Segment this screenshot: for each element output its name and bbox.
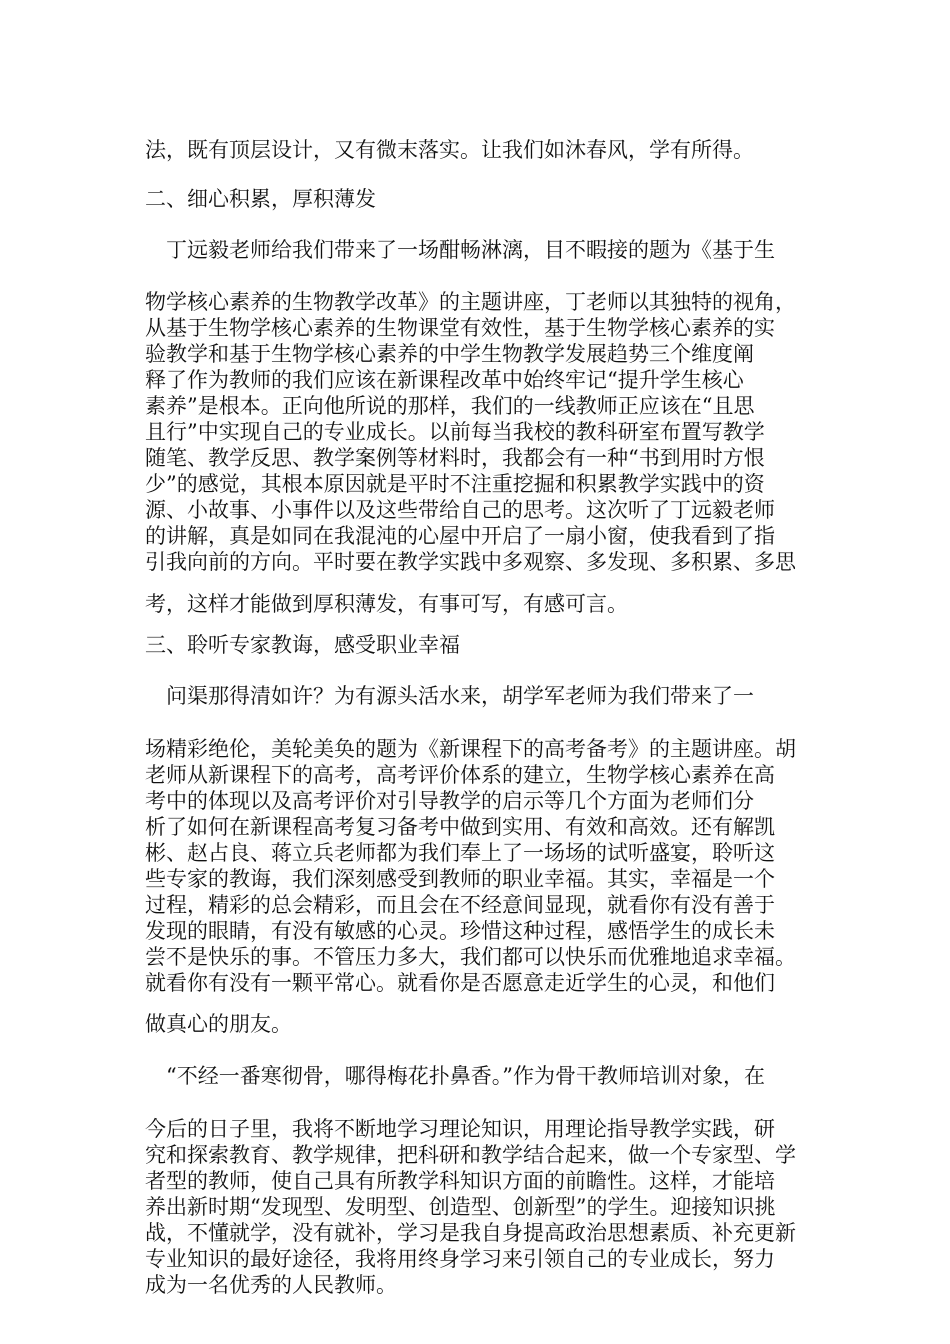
section-2-line: 考，这样才能做到厚积薄发，有事可写，有感可言。 (145, 592, 628, 616)
section-2-heading: 二、细心积累，厚积薄发 (145, 187, 376, 211)
section-2-line: 且行”中实现自己的专业成长。以前每当我校的教科研室布置写教学 (145, 420, 765, 444)
intro-line: 法，既有顶层设计，又有微末落实。让我们如沐春风，学有所得。 (145, 138, 754, 162)
closing-line: 成为一名优秀的人民教师。 (145, 1273, 397, 1297)
section-3-line: 析了如何在新课程高考复习备考中做到实用、有效和高效。还有解凯 (145, 815, 775, 839)
section-3-line: 彬、赵占良、蒋立兵老师都为我们奉上了一场场的试听盛宴，聆听这 (145, 841, 775, 865)
section-3-line: 些专家的教诲，我们深刻感受到教师的职业幸福。其实，幸福是一个 (145, 867, 775, 891)
closing-line: “不经一番寒彻骨，哪得梅花扑鼻香。”作为骨干教师培训对象，在 (166, 1064, 765, 1088)
section-3-line: 发现的眼睛，有没有敏感的心灵。珍惜这种过程，感悟学生的成长未 (145, 919, 775, 943)
closing-line: 战，不懂就学，没有就补，学习是我自身提高政治思想素质、补充更新 (145, 1221, 796, 1245)
section-3-line: 问渠那得清如许？为有源头活水来，胡学军老师为我们带来了一 (166, 684, 754, 708)
section-2-line: 素养”是根本。正向他所说的那样，我们的一线教师正应该在“且思 (145, 394, 755, 418)
closing-line: 究和探索教育、教学规律，把科研和教学结合起来，做一个专家型、学 (145, 1143, 796, 1167)
section-3-heading: 三、聆听专家教诲，感受职业幸福 (145, 633, 460, 657)
closing-line: 专业知识的最好途径，我将用终身学习来引领自己的专业成长，努力 (145, 1247, 775, 1271)
section-3-line: 老师从新课程下的高考，高考评价体系的建立，生物学核心素养在高 (145, 763, 775, 787)
section-3-line: 就看你有没有一颗平常心。就看你是否愿意走近学生的心灵，和他们 (145, 971, 775, 995)
section-2-line: 从基于生物学核心素养的生物课堂有效性，基于生物学核心素养的实 (145, 316, 775, 340)
section-3-line: 过程，精彩的总会精彩，而且会在不经意间显现，就看你有没有善于 (145, 893, 775, 917)
section-2-line: 随笔、教学反思、教学案例等材料时，我都会有一种“书到用时方恨 (145, 446, 765, 470)
section-2-line: 少”的感觉，其根本原因就是平时不注重挖掘和积累教学实践中的资 (145, 472, 765, 496)
section-3-line: 尝不是快乐的事。不管压力多大，我们都可以快乐而优雅地追求幸福。 (145, 945, 796, 969)
section-2-line: 的讲解，真是如同在我混沌的心屋中开启了一扇小窗，使我看到了指 (145, 524, 775, 548)
section-2-line: 丁远毅老师给我们带来了一场酣畅淋漓，目不暇接的题为《基于生 (166, 238, 775, 262)
section-3-line: 场精彩绝伦，美轮美奂的题为《新课程下的高考备考》的主题讲座。胡 (145, 737, 796, 761)
section-2-line: 释了作为教师的我们应该在新课程改革中始终牢记“提升学生核心 (145, 368, 744, 392)
section-2-line: 引我向前的方向。平时要在教学实践中多观察、多发现、多积累、多思 (145, 550, 796, 574)
section-3-line: 做真心的朋友。 (145, 1012, 292, 1036)
section-3-line: 考中的体现以及高考评价对引导教学的启示等几个方面为老师们分 (145, 789, 754, 813)
section-2-line: 物学核心素养的生物教学改革》的主题讲座，丁老师以其独特的视角， (145, 290, 796, 314)
section-2-line: 验教学和基于生物学核心素养的中学生物教学发展趋势三个维度阐 (145, 342, 754, 366)
closing-line: 养出新时期“发现型、发明型、创造型、创新型”的学生。迎接知识挑 (145, 1195, 776, 1219)
closing-line: 者型的教师，使自己具有所教学科知识方面的前瞻性。这样，才能培 (145, 1169, 775, 1193)
closing-line: 今后的日子里，我将不断地学习理论知识，用理论指导教学实践，研 (145, 1117, 775, 1141)
section-2-line: 源、小故事、小事件以及这些带给自己的思考。这次听了丁远毅老师 (145, 498, 775, 522)
